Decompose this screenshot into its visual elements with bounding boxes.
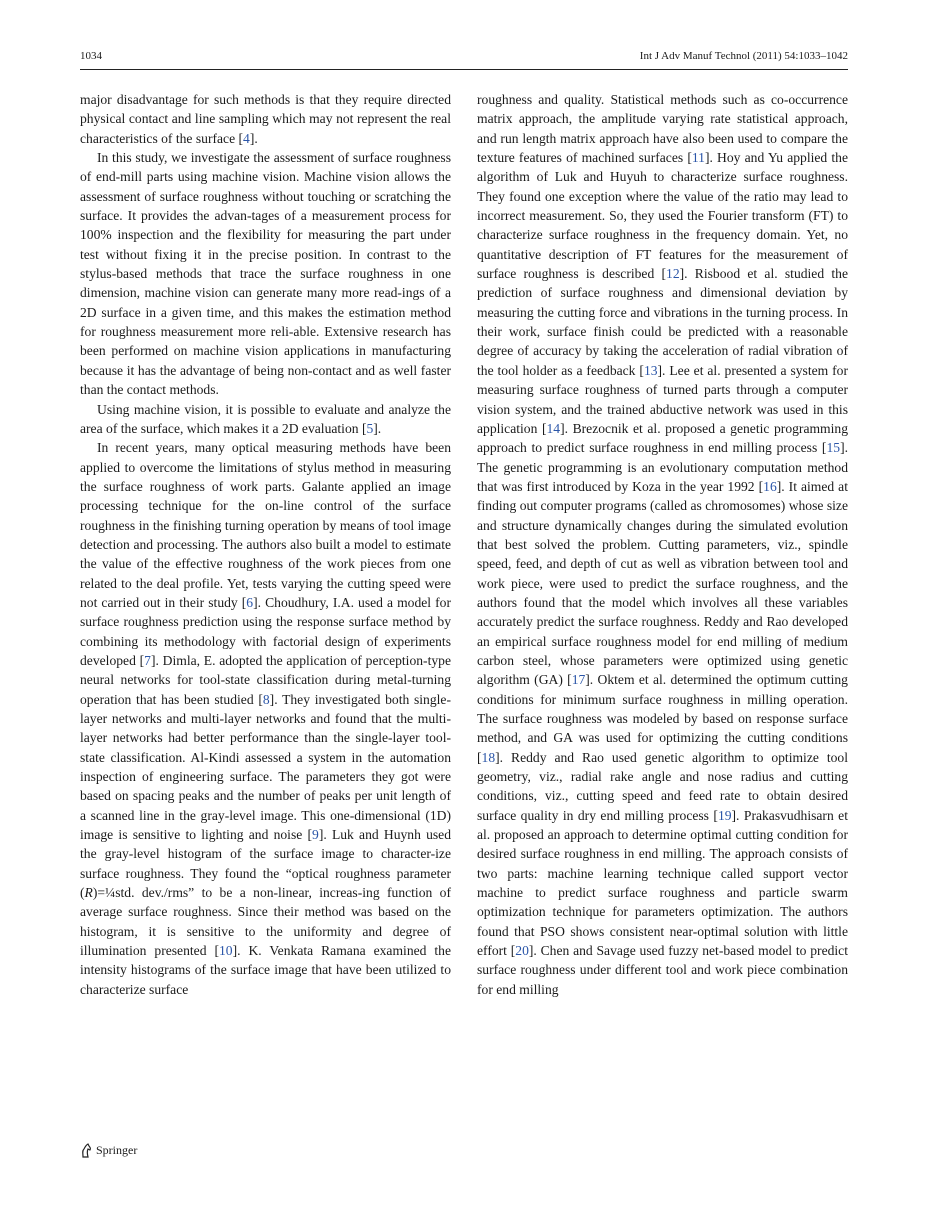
citation-link[interactable]: 8 [262, 691, 270, 707]
running-header [80, 50, 848, 68]
citation-link[interactable]: 5 [366, 420, 374, 436]
publisher-footer [80, 1141, 137, 1159]
citation-link[interactable]: 13 [643, 362, 658, 378]
paragraph: In this study, we investigate the assessment of surface roughness of end-mill parts using machine vision. Machine vision allows the assessment of surface roughness without touching or scratching the surface. It provides the advan-tages of a measurement process for 100% inspection and the flexibility for measuring the part under test without fixing it in the precise position. In contrast to the stylus-based methods that trace the surface roughness in one dimension, machine vision can generate many more read-ings of a 2D surface in a given time, and this makes the estimation method for roughness measurement more reli-able. Extensive research has been performed on machine vision applications in manufacturing because it has the advantage of being non-contact and as well faster than the contact methods. [80, 150, 451, 398]
citation-link[interactable]: 9 [312, 827, 319, 843]
citation-link[interactable]: 14 [546, 420, 561, 436]
citation-link[interactable]: 12 [666, 266, 680, 282]
citation-link[interactable]: 20 [515, 943, 529, 959]
paragraph: roughness and quality. Statistical methods such as co-occurrence matrix approach, the amplitude varying rate statistical approach, and run length matrix approach have also been used to compare the texture features of machined surfaces [11]. Hoy and Yu applied the algorithm of Luk and Huyuh to characterize surface roughness. They found one exception where the value of the ratio may lead to incorrect measurement. So, they used the Fourier transform (FT) to characterize surface roughness in the frequency domain. Yet, no quantitative description of FT features for the measurement of surface roughness is described [12]. Risbood et al. studied the prediction of surface roughness and dimensional deviation by measuring the cutting force and vibrations in the turning process. In their work, surface finish could be predicted with a reasonable degree of accuracy by taking the acceleration of radial vibration of the tool holder as a feedback [13]. Lee et al. presented a system for measuring surface roughness of turned parts through a computer vision system, and the trained abductive network was used in this application [14]. Brezocnik et al. proposed a genetic programming approach to predict surface roughness in end milling process [15]. The genetic programming is an evolutionary computation method that was first introduced by Koza in the year 1992 [16]. It aimed at finding out computer programs (called as chromosomes) whose size and structure dynamically changes during the simulated evolution that best solved the problem. Cutting parameters, viz., spindle speed, feed, and depth of cut as well as vibration between tool and work piece, were used to predict the surface roughness, and the authors found that the model which involves all these variables accurately predict the surface roughness. Reddy and Rao developed an empirical surface roughness model for end milling of medium carbon steel, whose parameters were optimized using genetic algorithm (GA) [17]. Oktem et al. determined the optimum cutting conditions for minimum surface roughness in milling operation. The surface roughness was modeled by based on response surface method, and GA was used for optimizing the cutting conditions [18]. Reddy and Rao used genetic algorithm to optimize tool geometry, viz., radial rake angle and nose radius and cutting conditions, viz., cutting speed and feed rate to obtain desired surface quality in dry end milling process [19]. Prakasvudhisarn et al. proposed an approach to determine optimal cutting condition for desired surface roughness in end milling. The approach consists of two parts: machine learning technique called support vector machine to predict surface roughness and particle swarm optimization technique for parameters optimization. The authors found that PSO shows consistent near-optimal solution with little effort [20]. Chen and Savage used fuzzy net-based model to predict surface roughness under different tool and work piece combination for end milling [477, 92, 849, 997]
journal-citation: Int J Adv Manuf Technol (2011) 54:1033–1042 [639, 50, 848, 62]
citation-link[interactable]: 6 [246, 594, 254, 610]
publisher-name: Springer [96, 1142, 138, 1157]
citation-link[interactable]: 16 [763, 478, 777, 494]
paragraph: major disadvantage for such methods is that they require directed physical contact and line sampling which may not represent the real characteristics of the surface [4]. [80, 92, 451, 146]
paragraph: In recent years, many optical measuring methods have been applied to overcome the limitations of stylus method in measuring the surface roughness of work parts. Galante applied an image processing technique for the on-line control of the surface roughness in the finishing turning operation by means of tool image detection and processing. The authors also built a model to estimate the value of the effective roughness of the work pieces from one related to the deal profile. Yet, tests varying the cutting speed were not carried out in their study [6]. Choudhury, I.A. used a model for surface roughness prediction using the response surface method by combining its methodology with factorial design of experiments developed [7]. Dimla, E. adopted the application of perception-type neural networks for tool-state classification during metal-turning operation that has been studied [8]. They investigated both single-layer networks and multi-layer networks and found that the multi-layer networks had better performance than the single-layer tool-state classification. Al-Kindi assessed a system in the automation inspection of engineering surface. The parameters they got were based on spacing peaks and the number of peaks per unit length of a scanned line in the gray-level image. This one-dimensional (1D) image is sensitive to lighting and noise [9]. Luk and Huynh used the gray-level histogram of the surface image to character-ize surface roughness. They found the “optical roughness parameter (R)=¼std. dev./rms” to be a non-linear, increas-ing function of average surface roughness. Since their method was based on the histogram, it is sensitive to the uniformity and degree of illumination presented [10]. K. Venkata Ramana examined the intensity histograms of the surface image that have been utilized to characterize surface [80, 440, 452, 997]
citation-link[interactable]: 18 [481, 749, 496, 765]
springer-horse-icon [80, 1143, 93, 1158]
citation-link[interactable]: 19 [717, 807, 732, 823]
citation-link[interactable]: 4 [243, 130, 250, 146]
citation-link[interactable]: 15 [826, 440, 841, 456]
page-number: 1034 [80, 50, 102, 62]
citation-link[interactable]: 7 [144, 652, 151, 668]
right-column [477, 90, 848, 999]
paragraph: Using machine vision, it is possible to evaluate and analyze the area of the surface, which makes it a 2D evaluation [5]. [80, 401, 451, 436]
citation-link[interactable]: 17 [571, 672, 586, 688]
math-variable: R [84, 885, 93, 901]
citation-link[interactable]: 11 [691, 150, 705, 166]
header-rule [80, 69, 848, 70]
left-column [80, 90, 451, 999]
citation-link[interactable]: 10 [218, 943, 233, 959]
